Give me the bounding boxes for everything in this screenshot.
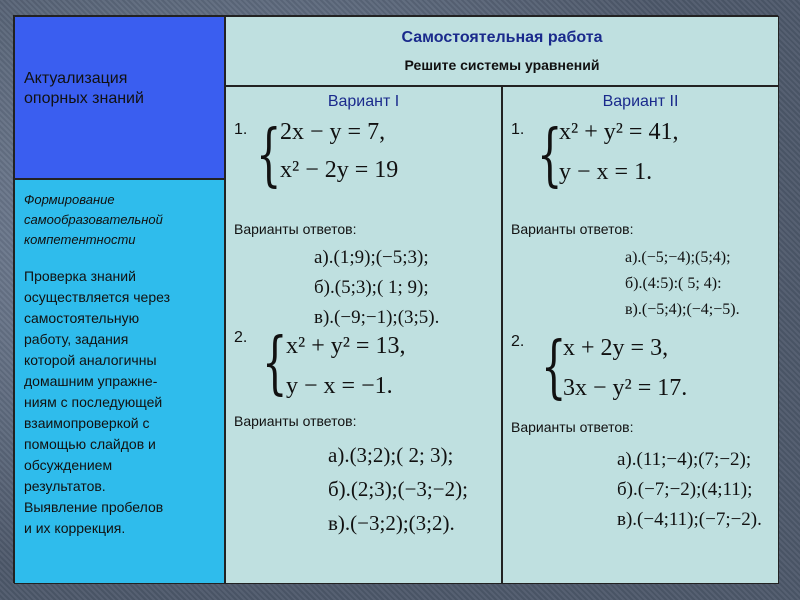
- task-2-system: [262, 325, 472, 404]
- description-line: осуществляется через: [24, 289, 171, 305]
- actualization-label: [24, 69, 144, 109]
- description-line: работу, задания: [24, 331, 129, 347]
- left-brace-icon: {: [541, 329, 567, 408]
- actualization-line-2: опорных знаний: [24, 90, 144, 107]
- task-2-number: 2.: [511, 333, 525, 350]
- cell-competence: [14, 179, 225, 584]
- task-1-number: 1.: [234, 121, 248, 138]
- left-brace-icon: {: [262, 325, 288, 404]
- answer-option: в).(−9;−1);(3;5).: [314, 307, 440, 328]
- equation: x² − 2y = 19: [280, 157, 399, 183]
- left-brace-icon: {: [256, 117, 282, 196]
- equation: 3x − y² = 17.: [563, 375, 688, 401]
- cell-actualization: [14, 16, 225, 179]
- description-line: взаимопроверкой с: [24, 415, 150, 431]
- description-line: помощью слайдов и: [24, 436, 156, 452]
- work-subtitle: Решите системы уравнений: [404, 57, 600, 73]
- task-1-number: 1.: [511, 121, 525, 138]
- task-2-number: 2.: [234, 329, 248, 346]
- variant-1-title: Вариант I: [327, 93, 400, 110]
- task-1-system: [256, 117, 456, 196]
- answer-option: б).(5;3);( 1; 9);: [314, 277, 429, 298]
- work-title: Самостоятельная работа: [401, 29, 603, 46]
- description-line: результатов.: [24, 478, 106, 494]
- description-line: Выявление пробелов: [24, 499, 164, 515]
- competence-title: [24, 190, 222, 250]
- description-line: Проверка знаний: [24, 268, 136, 284]
- answer-option: в).(−4;11);(−7;−2).: [617, 509, 762, 530]
- answer-option: а).(1;9);(−5;3);: [314, 247, 429, 268]
- answer-option: а).(−5;−4);(5;4);: [625, 249, 731, 266]
- answer-option: б).(2;3);(−3;−2);: [328, 477, 468, 501]
- cell-variant-1: [225, 86, 502, 584]
- description-line: ниям с последующей: [24, 394, 163, 410]
- answer-option: б).(−7;−2);(4;11);: [617, 479, 753, 500]
- answer-option: а).(11;−4);(7;−2);: [617, 449, 752, 470]
- lesson-table: [13, 15, 778, 583]
- cell-variant-2: [502, 86, 779, 584]
- cell-header: [225, 16, 779, 86]
- answers-label: Варианты ответов:: [511, 221, 634, 237]
- left-brace-icon: {: [537, 117, 563, 196]
- competence-title-line-1: Формирование: [24, 192, 115, 207]
- task-2-system: [541, 329, 751, 408]
- answer-option: в).(−5;4);(−4;−5).: [625, 301, 740, 318]
- answer-option: б).(4:5):( 5; 4):: [625, 275, 722, 292]
- competence-title-line-2: самообразовательной: [24, 212, 163, 227]
- equation: y − x = −1.: [286, 373, 393, 399]
- description-line: и их коррекция.: [24, 520, 126, 536]
- answers-label: Варианты ответов:: [234, 413, 357, 429]
- answers-label: Варианты ответов:: [511, 419, 634, 435]
- description-line: обсуждением: [24, 457, 113, 473]
- answer-option: в).(−3;2);(3;2).: [328, 511, 455, 535]
- description-line: которой аналогичны: [24, 352, 157, 368]
- variant-2-title: Вариант II: [602, 93, 679, 110]
- equation: x² + y² = 13,: [286, 333, 406, 359]
- answers-label: Варианты ответов:: [234, 221, 357, 237]
- equation: y − x = 1.: [559, 159, 653, 185]
- actualization-line-1: Актуализация: [24, 70, 128, 87]
- competence-description: [24, 266, 222, 539]
- answer-option: а).(3;2);( 2; 3);: [328, 443, 454, 467]
- task-1-system: [537, 117, 747, 196]
- description-line: самостоятельную: [24, 310, 140, 326]
- equation: x + 2y = 3,: [563, 335, 669, 361]
- competence-title-line-3: компетентности: [24, 232, 136, 247]
- equation: x² + y² = 41,: [559, 119, 679, 145]
- description-line: домашним упражне-: [24, 373, 158, 389]
- equation: 2x − y = 7,: [280, 119, 386, 145]
